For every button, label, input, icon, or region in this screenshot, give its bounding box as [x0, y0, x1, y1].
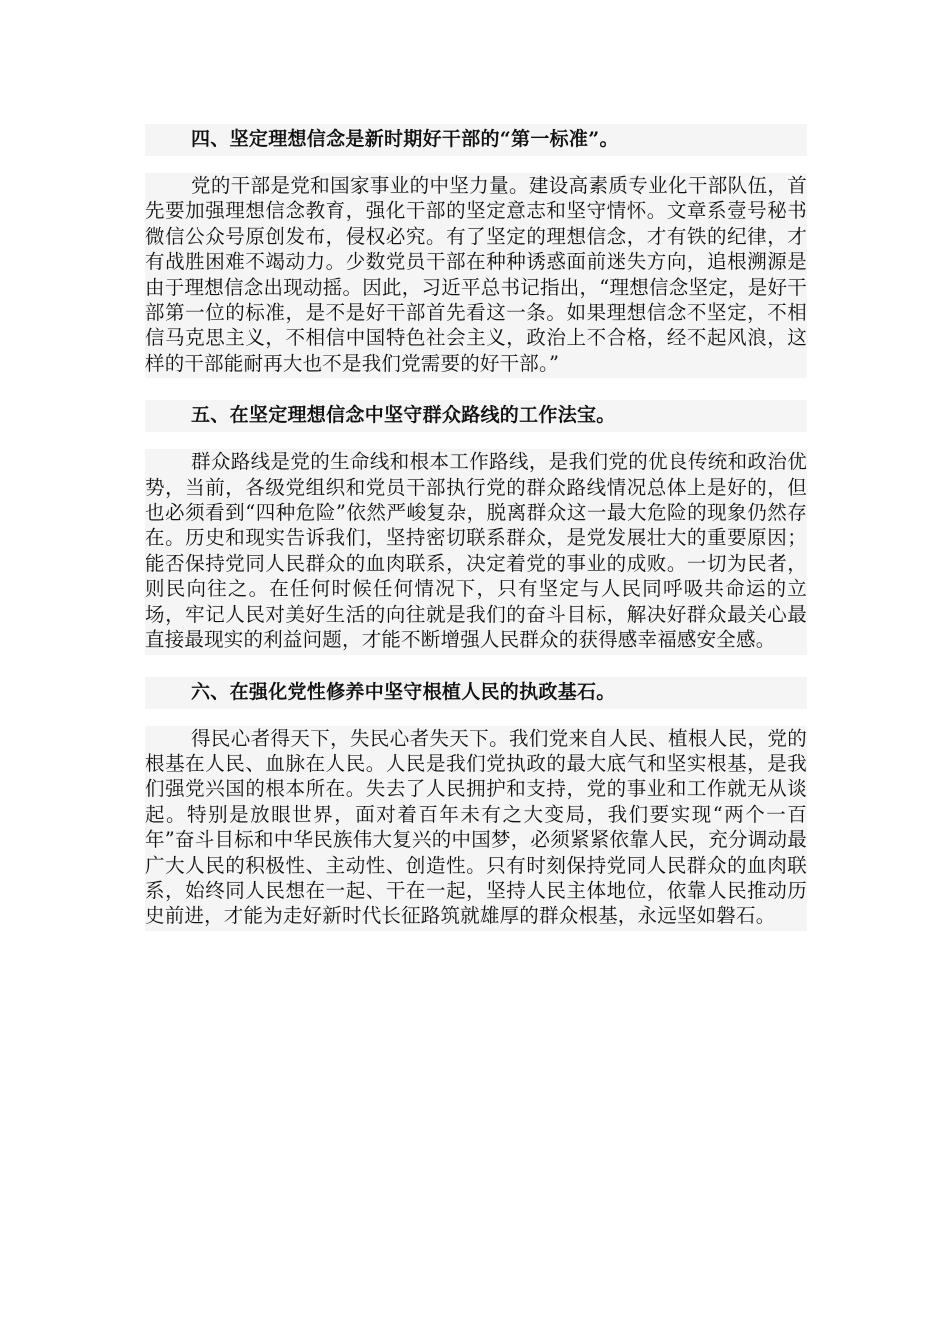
- spacer: [145, 432, 807, 449]
- spacer: [145, 709, 807, 726]
- section-6: [145, 677, 807, 931]
- spacer: [145, 156, 807, 173]
- section-5: [145, 400, 807, 676]
- section-paragraph: 群众路线是党的生命线和根本工作路线，是我们党的优良传统和政治优势，当前，各级党组织和党员干部执行党的群众路线情况总体上是好的，但也必须看到“四种危险”依然严峻复杂，脱离群众这一最大危险的现象仍然存在。历史和现实告诉我们，坚持密切联系群众，是党发展壮大的重要原因；能否保持党同人民群众的血肉联系，决定着党的事业的成败。一切为民者，则民向往之。在任何时候任何情况下，只有坚定与人民同呼吸共命运的立场，牢记人民对美好生活的向往就是我们的奋斗目标，解决好群众最关心最直接最现实的利益问题，才能不断增强人民群众的获得感幸福感安全感。: [145, 449, 807, 654]
- section-4: [145, 124, 807, 400]
- section-heading: 五、在坚定理想信念中坚守群众路线的工作法宝。: [145, 400, 807, 432]
- section-paragraph: 党的干部是党和国家事业的中坚力量。建设高素质专业化干部队伍，首先要加强理想信念教育，强化干部的坚定意志和坚守情怀。文章系壹号秘书微信公众号原创发布，侵权必究。有了坚定的理想信念，才有铁的纪律，才有战胜困难不竭动力。少数党员干部在种种诱惑面前迷失方向，追根溯源是由于理想信念出现动摇。因此，习近平总书记指出，“理想信念坚定，是好干部第一位的标准，是不是好干部首先看这一条。如果理想信念不坚定，不相信马克思主义，不相信中国特色社会主义，政治上不合格，经不起风浪，这样的干部能耐再大也不是我们党需要的好干部。”: [145, 173, 807, 378]
- spacer: [145, 378, 807, 400]
- section-heading: 六、在强化党性修养中坚守根植人民的执政基石。: [145, 677, 807, 709]
- document-body: [145, 124, 807, 931]
- spacer: [145, 655, 807, 677]
- section-heading: 四、坚定理想信念是新时期好干部的“第一标准”。: [145, 124, 807, 156]
- section-paragraph: 得民心者得天下，失民心者失天下。我们党来自人民、植根人民，党的根基在人民、血脉在人民。人民是我们党执政的最大底气和坚实根基，是我们强党兴国的根本所在。失去了人民拥护和支持，党的事业和工作就无从谈起。特别是放眼世界，面对着百年未有之大变局，我们要实现“两个一百年”奋斗目标和中华民族伟大复兴的中国梦，必须紧紧依靠人民，充分调动最广大人民的积极性、主动性、创造性。只有时刻保持党同人民群众的血肉联系，始终同人民想在一起、干在一起，坚持人民主体地位，依靠人民推动历史前进，才能为走好新时代长征路筑就雄厚的群众根基，永远坚如磐石。: [145, 726, 807, 931]
